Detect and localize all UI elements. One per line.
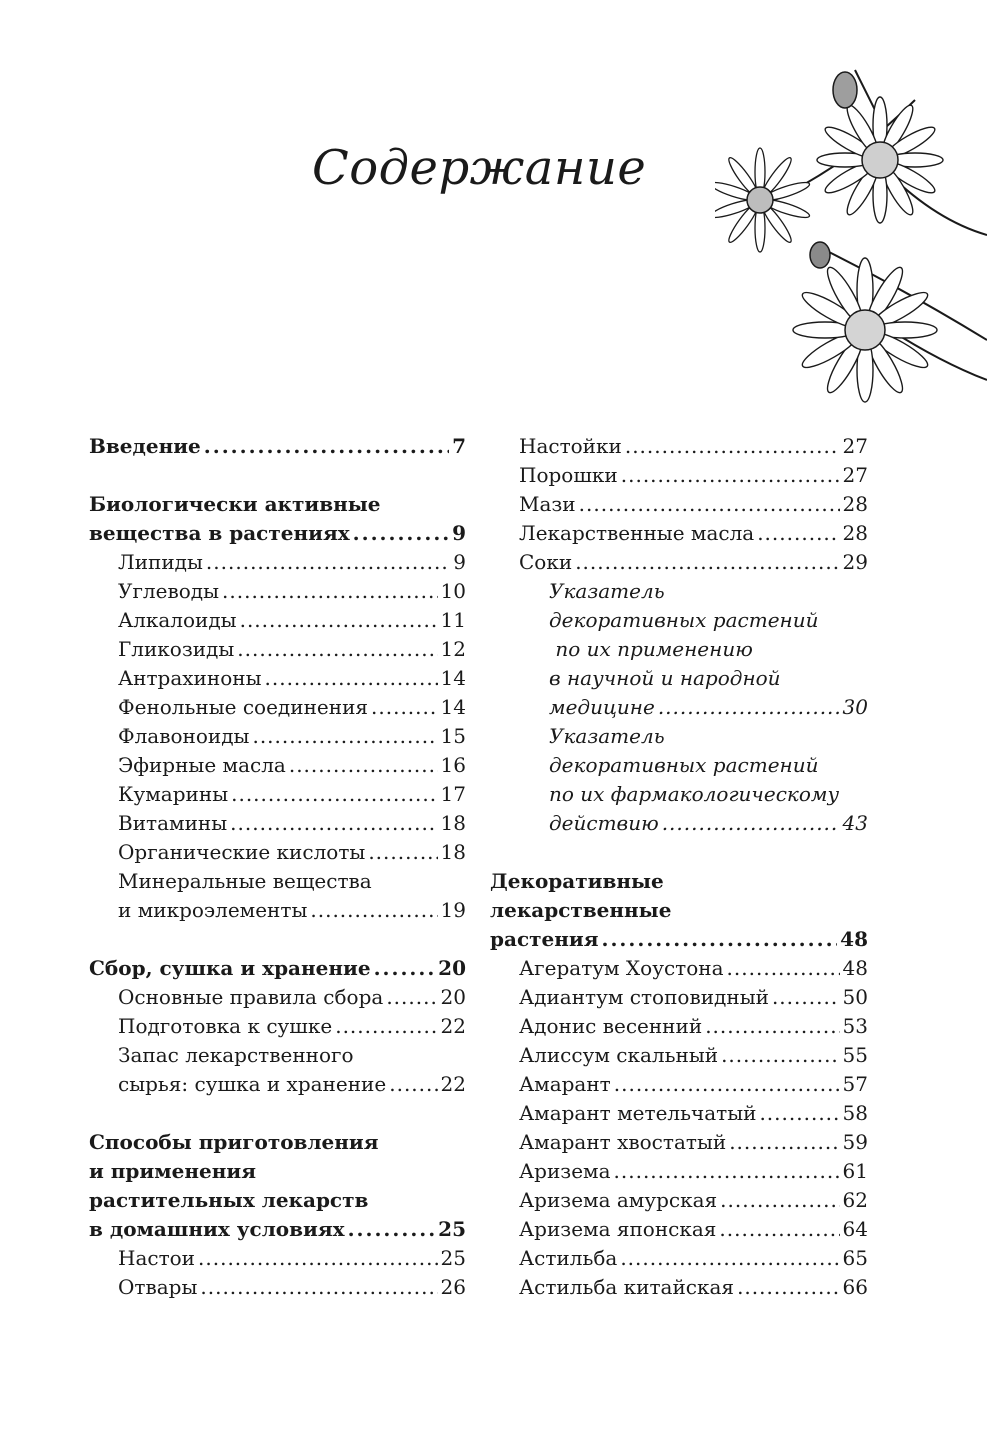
toc-entry[interactable]: Отвары ..... 26: [89, 1273, 466, 1302]
toc-entry[interactable]: Антрахиноны ..... 14: [89, 664, 466, 693]
toc-entry[interactable]: Настои ..... 25: [89, 1244, 466, 1273]
toc-entry[interactable]: Аризема амурская ..... 62: [490, 1186, 868, 1215]
toc-entry[interactable]: Алиссум скальный ..... 55: [490, 1041, 868, 1070]
toc-entry[interactable]: Астильба ..... 65: [490, 1244, 868, 1273]
toc-entry[interactable]: Гликозиды ..... 12: [89, 635, 466, 664]
toc-section-methods-line1[interactable]: Способы приготовления: [89, 1130, 379, 1154]
toc-left-column: [89, 432, 466, 1302]
toc-entry[interactable]: Адиантум стоповидный ..... 50: [490, 983, 868, 1012]
toc-entry[interactable]: Алкалоиды ..... 11: [89, 606, 466, 635]
toc-entry-storage[interactable]: сырья: сушка и хранение ..... 22: [89, 1070, 466, 1099]
toc-entry[interactable]: Липиды ..... 9: [89, 548, 466, 577]
toc-entry[interactable]: Эфирные масла ..... 16: [89, 751, 466, 780]
toc-entry-minerals[interactable]: и микроэлементы ..... 19: [89, 896, 466, 925]
toc-section-decor-line1[interactable]: Декоративные: [490, 869, 664, 893]
toc-entry[interactable]: Кумарины ..... 17: [89, 780, 466, 809]
toc-entry[interactable]: Флавоноиды ..... 15: [89, 722, 466, 751]
toc-index1-line3[interactable]: по их применению: [549, 637, 753, 661]
toc-entry[interactable]: Амарант ..... 57: [490, 1070, 868, 1099]
daisy-bud-small: [810, 242, 830, 268]
toc-entry[interactable]: Амарант метельчатый ..... 58: [490, 1099, 868, 1128]
toc-index2-line3[interactable]: по их фармакологическому: [549, 782, 840, 806]
toc-entry[interactable]: Фенольные соединения ..... 14: [89, 693, 466, 722]
daisy-flower-bottom: [793, 258, 937, 402]
toc-index1-line1[interactable]: Указатель: [549, 579, 665, 603]
toc-index2-line1[interactable]: Указатель: [549, 724, 665, 748]
toc-section-bio-line1[interactable]: Биологически активные: [89, 492, 381, 516]
toc-entry[interactable]: Амарант хвостатый ..... 59: [490, 1128, 868, 1157]
toc-index2[interactable]: действию ..... 43: [490, 809, 868, 838]
toc-entry[interactable]: Аризема ..... 61: [490, 1157, 868, 1186]
toc-entry[interactable]: Мази ..... 28: [490, 490, 868, 519]
toc-section-collect[interactable]: Сбор, сушка и хранение ..... 20: [89, 954, 466, 983]
toc-entry[interactable]: Углеводы ..... 10: [89, 577, 466, 606]
toc-entry-minerals-line1[interactable]: Минеральные вещества: [118, 869, 372, 893]
toc-right-column: [490, 432, 868, 1302]
daisy-flower-left: [715, 148, 811, 252]
toc-entry[interactable]: Органические кислоты ..... 18: [89, 838, 466, 867]
toc-index1-line4[interactable]: в научной и народной: [549, 666, 781, 690]
toc-entry[interactable]: Адонис весенний ..... 53: [490, 1012, 868, 1041]
toc-entry[interactable]: Лекарственные масла ..... 28: [490, 519, 868, 548]
toc-entry[interactable]: Настойки ..... 27: [490, 432, 868, 461]
toc-entry[interactable]: Астильба китайская ..... 66: [490, 1273, 868, 1302]
toc-index2-line2[interactable]: декоративных растений: [549, 753, 819, 777]
toc-entry-storage-line1[interactable]: Запас лекарственного: [118, 1043, 354, 1067]
toc-section-methods[interactable]: в домашних условиях ..... 25: [89, 1215, 466, 1244]
toc-section-bio[interactable]: вещества в растениях ..... 9: [89, 519, 466, 548]
toc-section-decor[interactable]: растения ..... 48: [490, 925, 868, 954]
toc-section-methods-line3[interactable]: растительных лекарств: [89, 1188, 369, 1212]
toc-entry[interactable]: Порошки ..... 27: [490, 461, 868, 490]
toc-entry[interactable]: Аризема японская ..... 64: [490, 1215, 868, 1244]
toc-entry[interactable]: Соки ..... 29: [490, 548, 868, 577]
toc-entry[interactable]: Подготовка к сушке ..... 22: [89, 1012, 466, 1041]
toc-section-decor-line2[interactable]: лекарственные: [490, 898, 672, 922]
toc-index1[interactable]: медицине ..... 30: [490, 693, 868, 722]
daisy-bud: [833, 72, 857, 108]
toc-entry[interactable]: Основные правила сбора ..... 20: [89, 983, 466, 1012]
toc-entry-intro[interactable]: Введение ..... 7: [89, 432, 466, 461]
toc-entry[interactable]: Витамины ..... 18: [89, 809, 466, 838]
page-title: Содержание: [312, 140, 647, 196]
toc-entry[interactable]: Агератум Хоустона ..... 48: [490, 954, 868, 983]
toc-index1-line2[interactable]: декоративных растений: [549, 608, 819, 632]
toc-section-methods-line2[interactable]: и применения: [89, 1159, 256, 1183]
daisy-illustration: [715, 60, 987, 420]
